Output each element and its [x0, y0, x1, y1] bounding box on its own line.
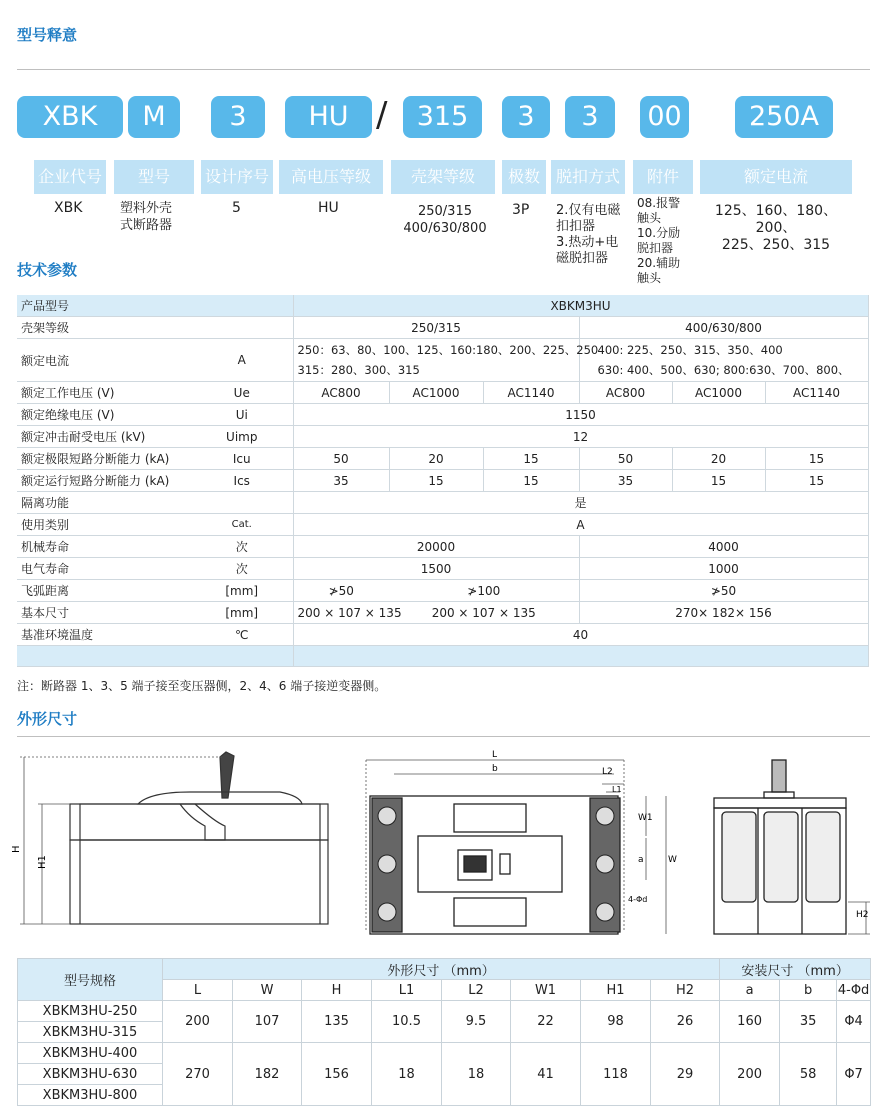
tech-row-isolation: 隔离功能 是: [17, 492, 868, 514]
label-poles: 极数: [502, 160, 546, 194]
dim-label-l1: L1: [612, 785, 622, 794]
dim-label-l2: L2: [602, 767, 613, 777]
code-pill-trip: 3: [565, 96, 615, 138]
section-title-model: 型号释意: [17, 26, 78, 44]
tech-row-footer: [17, 646, 868, 667]
table-row: XBKM3HU-400 270 182 156 18 18 41 118 29 200 58 Φ7: [18, 1043, 871, 1064]
tech-row-icu: 额定极限短路分断能力 (kA) Icu 50 20 15 50 20 15: [17, 448, 868, 470]
dim-label-h2: H2: [856, 910, 869, 920]
tech-row-current: 额定电流 A 250：63、80、100、125、160:180、200、225、250 315：280、300、315 400: 225、250、315、350、400 630: 400、500、630; 800:630、700、800、: [17, 339, 868, 382]
label-enterprise: 企业代号: [34, 160, 106, 194]
tech-row-temperature: 基准环境温度 ℃ 40: [17, 624, 868, 646]
label-accessory: 附件: [633, 160, 693, 194]
value-frame: 250/315 400/630/800: [403, 204, 487, 236]
value-poles: 3P: [512, 202, 530, 218]
tech-row-arc: 飞弧距离 [mm] ≯50 ≯100 ≯50: [17, 580, 868, 602]
tech-row-header: 产品型号 XBKM3HU: [17, 295, 868, 317]
tech-row-size: 基本尺寸 [mm] 200 × 107 × 135 200 × 107 × 135 270× 182× 156: [17, 602, 868, 624]
section-title-tech: 技术参数: [17, 261, 78, 279]
table-row: XBKM3HU-630: [18, 1064, 871, 1085]
label-frame: 壳架等级: [391, 160, 495, 194]
section-title-outline: 外形尺寸: [17, 710, 78, 728]
dim-label-l: L: [492, 750, 498, 760]
label-current: 额定电流: [700, 160, 852, 194]
code-pill-current: 250A: [735, 96, 833, 138]
dim-label-h1: H1: [37, 855, 48, 869]
code-pill-type: M: [128, 96, 180, 138]
tech-row-electrical: 电气寿命 次 1500 1000: [17, 558, 868, 580]
dimension-table: [17, 958, 871, 1106]
divider: [17, 736, 870, 737]
table-row: XBKM3HU-315: [18, 1022, 871, 1043]
label-trip: 脱扣方式: [551, 160, 625, 194]
value-current: 125、160、180、200、 225、250、315: [714, 203, 838, 253]
dim-header-install: 安装尺寸 （mm）: [720, 959, 871, 980]
label-design: 设计序号: [201, 160, 273, 194]
value-trip: 2.仅有电磁 扣扣器 3.热动+电 磁脱扣器: [556, 203, 621, 266]
dim-header-outline: 外形尺寸 （mm）: [163, 959, 720, 980]
label-voltage: 高电压等级: [279, 160, 383, 194]
tech-table: [17, 295, 869, 667]
code-pill-frame: 315: [403, 96, 482, 138]
side-view-drawing: [10, 752, 340, 940]
tech-row-mechanical: 机械寿命 次 20000 4000: [17, 536, 868, 558]
dim-label-h: H: [11, 845, 22, 853]
wiring-note: 注：断路器 1、3、5 端子接至变压器侧，2、4、6 端子接逆变器侧。: [17, 679, 387, 693]
tech-row-uimp: 额定冲击耐受电压 (kV) Uimp 12: [17, 426, 868, 448]
dim-label-phi: 4-Φd: [628, 895, 648, 904]
value-type: 塑料外壳 式断路器: [120, 201, 173, 233]
tech-row-category: 使用类别 Cat. A: [17, 514, 868, 536]
dim-label-a: a: [638, 855, 644, 865]
code-pill-voltage: HU: [285, 96, 372, 138]
value-voltage: HU: [318, 200, 339, 216]
dim-label-b: b: [492, 764, 498, 774]
tech-row-ue: 额定工作电压 (V) Ue AC800 AC1000 AC1140 AC800 AC1000 AC1140: [17, 382, 868, 404]
dim-label-w: W: [668, 855, 677, 865]
code-slash: /: [376, 95, 388, 135]
table-row: XBKM3HU-250 200 107 135 10.5 9.5 22 98 26 160 35 Φ4: [18, 1001, 871, 1022]
code-pill-design: 3: [211, 96, 265, 138]
label-type: 型号: [114, 160, 194, 194]
divider: [17, 69, 870, 70]
code-pill-accessory: 00: [640, 96, 689, 138]
code-pill-poles: 3: [502, 96, 550, 138]
value-enterprise: XBK: [54, 200, 83, 216]
dim-column-headers: L W H L1 L2 W1 H1 H2 a b 4-Φd: [18, 980, 871, 1001]
value-design: 5: [232, 200, 241, 216]
tech-row-ui: 额定绝缘电压 (V) Ui 1150: [17, 404, 868, 426]
tech-row-frame: 壳架等级 250/315 400/630/800: [17, 317, 868, 339]
front-view-drawing: [362, 752, 688, 940]
code-pill-enterprise: XBK: [17, 96, 123, 138]
dim-header-model: 型号规格: [18, 959, 163, 1001]
back-view-drawing: [708, 752, 878, 940]
value-accessory: 08.报警 触头 10.分励 脱扣器 20.辅助 触头: [637, 196, 681, 285]
dim-label-w1: W1: [638, 813, 653, 823]
table-row: XBKM3HU-800: [18, 1085, 871, 1106]
tech-row-ics: 额定运行短路分断能力 (kA) Ics 35 15 15 35 15 15: [17, 470, 868, 492]
